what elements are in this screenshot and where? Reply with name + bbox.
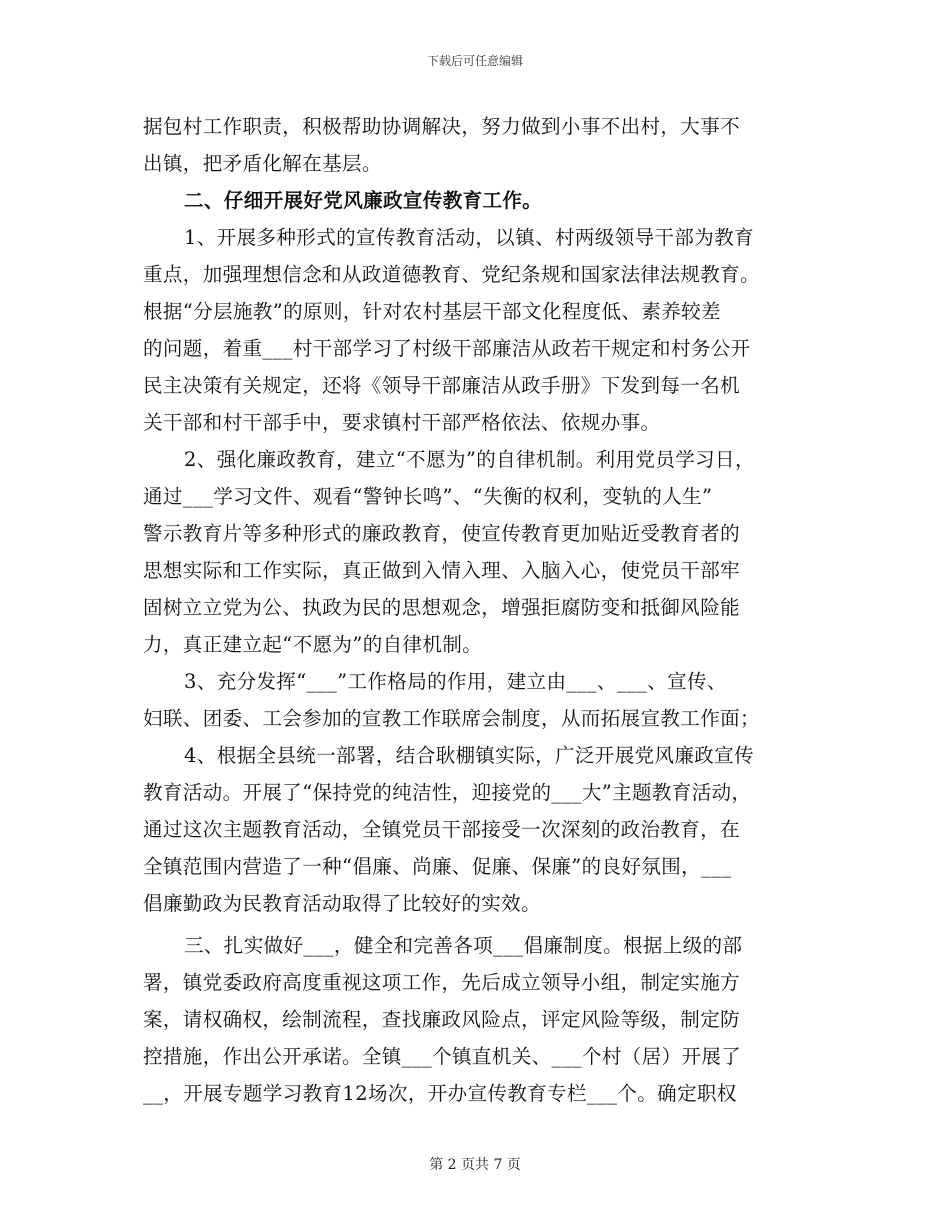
page-footer: 第 2 页共 7 页 xyxy=(429,1157,521,1173)
paragraph-line: 据包村工作职责，积极帮助协调解决，努力做到小事不出村，大事不 xyxy=(143,115,741,138)
paragraph-line: 教育活动。开展了“保持党的纯洁性，迎接党的___大”主题教育活动， xyxy=(143,781,752,804)
paragraph-line: 1、开展多种形式的宣传教育活动，以镇、村两级领导干部为教育 xyxy=(184,226,755,249)
paragraph-line: 关干部和村干部手中，要求镇村干部严格依法、依规办事。 xyxy=(143,411,661,434)
paragraph-line: __，开展专题学习教育12场次，开办宣传教育专栏___个。确定职权 xyxy=(143,1082,737,1105)
paragraph-line: 根据“分层施教”的原则，针对农村基层干部文化程度低、素养较差 xyxy=(143,300,721,323)
paragraph-line: 署，镇党委政府高度重视这项工作，先后成立领导小组，制定实施方 xyxy=(143,971,741,994)
paragraph-line: 全镇范围内营造了一种“倡廉、尚廉、促廉、保廉”的良好氛围，___ xyxy=(143,855,732,878)
section-heading: 二、仔细开展好党风廉政宣传教育工作。 xyxy=(184,189,543,212)
paragraph-line: 3、充分发挥“___”工作格局的作用，建立由___、___、宣传、 xyxy=(184,670,727,693)
paragraph-line: 警示教育片等多种形式的廉政教育，使宣传教育更加贴近受教育者的 xyxy=(143,522,741,545)
document-body xyxy=(143,108,833,1112)
page-header: 下载后可任意编辑 xyxy=(426,54,523,68)
paragraph-line: 控措施，作出公开承诺。全镇___个镇直机关、___个村（居）开展了 xyxy=(143,1045,742,1068)
paragraph-line: 通过___学习文件、观看“警钟长鸣”、“失衡的权利，变轨的人生” xyxy=(143,485,713,508)
paragraph-line: 力，真正建立起“不愿为”的自律机制。 xyxy=(143,633,483,656)
paragraph-line: 民主决策有关规定，还将《领导干部廉洁从政手册》下发到每一名机 xyxy=(143,374,741,397)
section-heading: 三、扎实做好___，健全和完善各项___倡廉制度。根据上级的部 xyxy=(184,934,743,957)
paragraph-line: 重点，加强理想信念和从政道德教育、党纪条规和国家法律法规教育。 xyxy=(143,263,760,286)
paragraph-line: 出镇，把矛盾化解在基层。 xyxy=(143,152,382,175)
paragraph-line: 思想实际和工作实际，真正做到入情入理、入脑入心，使党员干部牢 xyxy=(143,559,741,582)
paragraph-line: 4、根据全县统一部署，结合耿棚镇实际，广泛开展党风廉政宣传 xyxy=(184,744,755,767)
paragraph-line: 的问题，着重___村干部学习了村级干部廉洁从政若干规定和村务公开 xyxy=(143,337,751,360)
paragraph-line: 2、强化廉政教育，建立“不愿为”的自律机制。利用党员学习日， xyxy=(184,448,755,471)
paragraph-line: 倡廉勤政为民教育活动取得了比较好的实效。 xyxy=(143,892,542,915)
paragraph-line: 案，请权确权，绘制流程，查找廉政风险点，评定风险等级，制定防 xyxy=(143,1008,741,1031)
paragraph-line: 妇联、团委、工会参加的宣教工作联席会制度，从而拓展宣教工作面； xyxy=(143,707,760,730)
paragraph-line: 通过这次主题教育活动，全镇党员干部接受一次深刻的政治教育，在 xyxy=(143,818,741,841)
paragraph-line: 固树立立党为公、执政为民的思想观念，增强拒腐防变和抵御风险能 xyxy=(143,596,741,619)
